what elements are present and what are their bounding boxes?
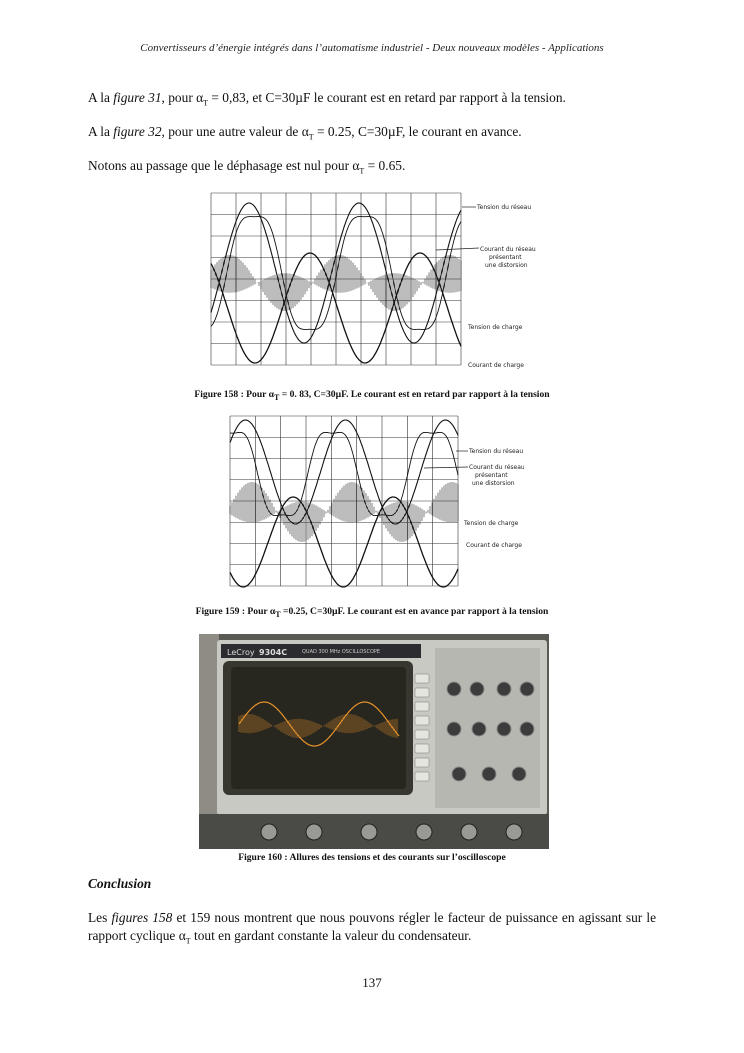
knob-icon — [512, 767, 526, 781]
text: =0.25, C=30µF. Le courant est en avance par rapport à la tension — [280, 606, 549, 617]
menu-button — [415, 702, 429, 711]
subscript: T — [308, 132, 314, 142]
paragraph-2 — [88, 123, 656, 147]
knob-icon — [482, 767, 496, 781]
bnc-connector-icon — [306, 824, 322, 840]
label-tension-reseau: Tension du réseau — [469, 448, 524, 455]
text: Figure 159 : Pour α — [195, 606, 276, 617]
text: , pour α — [161, 90, 204, 105]
oscillogram-svg — [205, 188, 545, 373]
menu-button — [415, 674, 429, 683]
text: tout en gardant constante la valeur du condensateur. — [190, 928, 472, 943]
menu-button — [415, 744, 429, 753]
text: , pour une autre valeur de α — [161, 124, 309, 139]
figure-159-oscillogram — [224, 412, 524, 594]
left-device-edge — [199, 634, 219, 814]
knob-icon — [520, 682, 534, 696]
text: = 0.25, C=30µF, le courant en avance. — [313, 124, 522, 139]
text: = 0.65. — [364, 158, 406, 173]
figure-ref: figure 31 — [113, 90, 162, 105]
brand-text: LeCroy — [227, 648, 255, 657]
label-distorsion: une distorsion — [472, 480, 515, 487]
page-number: 137 — [362, 975, 382, 990]
figure-160-caption: Figure 160 : Allures des tensions et des courants sur l’oscilloscope — [238, 852, 506, 863]
paragraph-1 — [88, 89, 656, 113]
label-presentant: présentant — [489, 254, 522, 261]
label-courant-charge: Courant de charge — [466, 542, 522, 549]
text: Notons au passage que le déphasage est nul pour α — [88, 158, 360, 173]
label-tension-charge: Tension de charge — [468, 324, 523, 331]
menu-button — [415, 772, 429, 781]
running-header: Convertisseurs d’énergie intégrés dans l’automatisme industriel - Deux nouveaux modèles - Applications — [140, 42, 604, 54]
oscilloscope-svg — [199, 634, 549, 849]
text: et 159 nous montrent que nous pouvons régler le facteur de puissance en agissant sur le rapport cyclique α — [88, 910, 657, 943]
subscript: T — [274, 392, 280, 402]
menu-button — [415, 716, 429, 725]
knob-icon — [452, 767, 466, 781]
text: = 0. 83, C=30µF. Le courant est en retard par rapport à la tension — [279, 389, 550, 400]
label-courant-reseau: Courant du réseau — [480, 246, 536, 253]
bnc-connector-icon — [361, 824, 377, 840]
figure-160-oscilloscope-photo — [199, 634, 549, 849]
bnc-connector-icon — [416, 824, 432, 840]
bnc-connector-icon — [506, 824, 522, 840]
bnc-connector-icon — [461, 824, 477, 840]
figure-158-caption — [0, 389, 744, 402]
text: Les — [88, 910, 112, 925]
label-courant-charge: Courant de charge — [468, 362, 524, 369]
label-tension-reseau: Tension du réseau — [477, 204, 532, 211]
knob-icon — [520, 722, 534, 736]
subscript: T — [185, 936, 191, 946]
label-distorsion: une distorsion — [485, 262, 528, 269]
conclusion-paragraph — [88, 909, 656, 951]
subscript: T — [203, 98, 209, 108]
subtitle-text: QUAD 300 MHz OSCILLOSCOPE — [302, 649, 381, 655]
text: A la — [88, 124, 114, 139]
pointer-line — [436, 248, 479, 250]
text: Figure 158 : Pour α — [194, 389, 275, 400]
figure-159-caption — [0, 606, 744, 619]
menu-button — [415, 758, 429, 767]
text: A la — [88, 90, 114, 105]
knob-icon — [447, 722, 461, 736]
figure-ref: figures 158 — [111, 910, 173, 925]
conclusion-title: Conclusion — [88, 876, 152, 891]
model-text: 9304C — [259, 648, 288, 657]
oscillogram-svg — [224, 412, 524, 594]
knob-icon — [497, 682, 511, 696]
menu-button — [415, 688, 429, 697]
figure-ref: figure 32 — [113, 124, 162, 139]
subscript: T — [275, 609, 281, 619]
bnc-connector-icon — [261, 824, 277, 840]
paragraph-3 — [88, 157, 656, 181]
pointer-line — [424, 467, 468, 468]
label-presentant: présentant — [475, 472, 508, 479]
figure-158-oscillogram — [205, 188, 545, 373]
label-courant-reseau: Courant du réseau — [469, 464, 524, 471]
knob-icon — [472, 722, 486, 736]
knob-icon — [497, 722, 511, 736]
subscript: T — [359, 166, 365, 176]
menu-button — [415, 730, 429, 739]
text: = 0,83, et C=30µF le courant est en retard par rapport à la tension. — [208, 90, 566, 105]
knob-icon — [447, 682, 461, 696]
knob-icon — [470, 682, 484, 696]
label-tension-charge: Tension de charge — [464, 520, 519, 527]
